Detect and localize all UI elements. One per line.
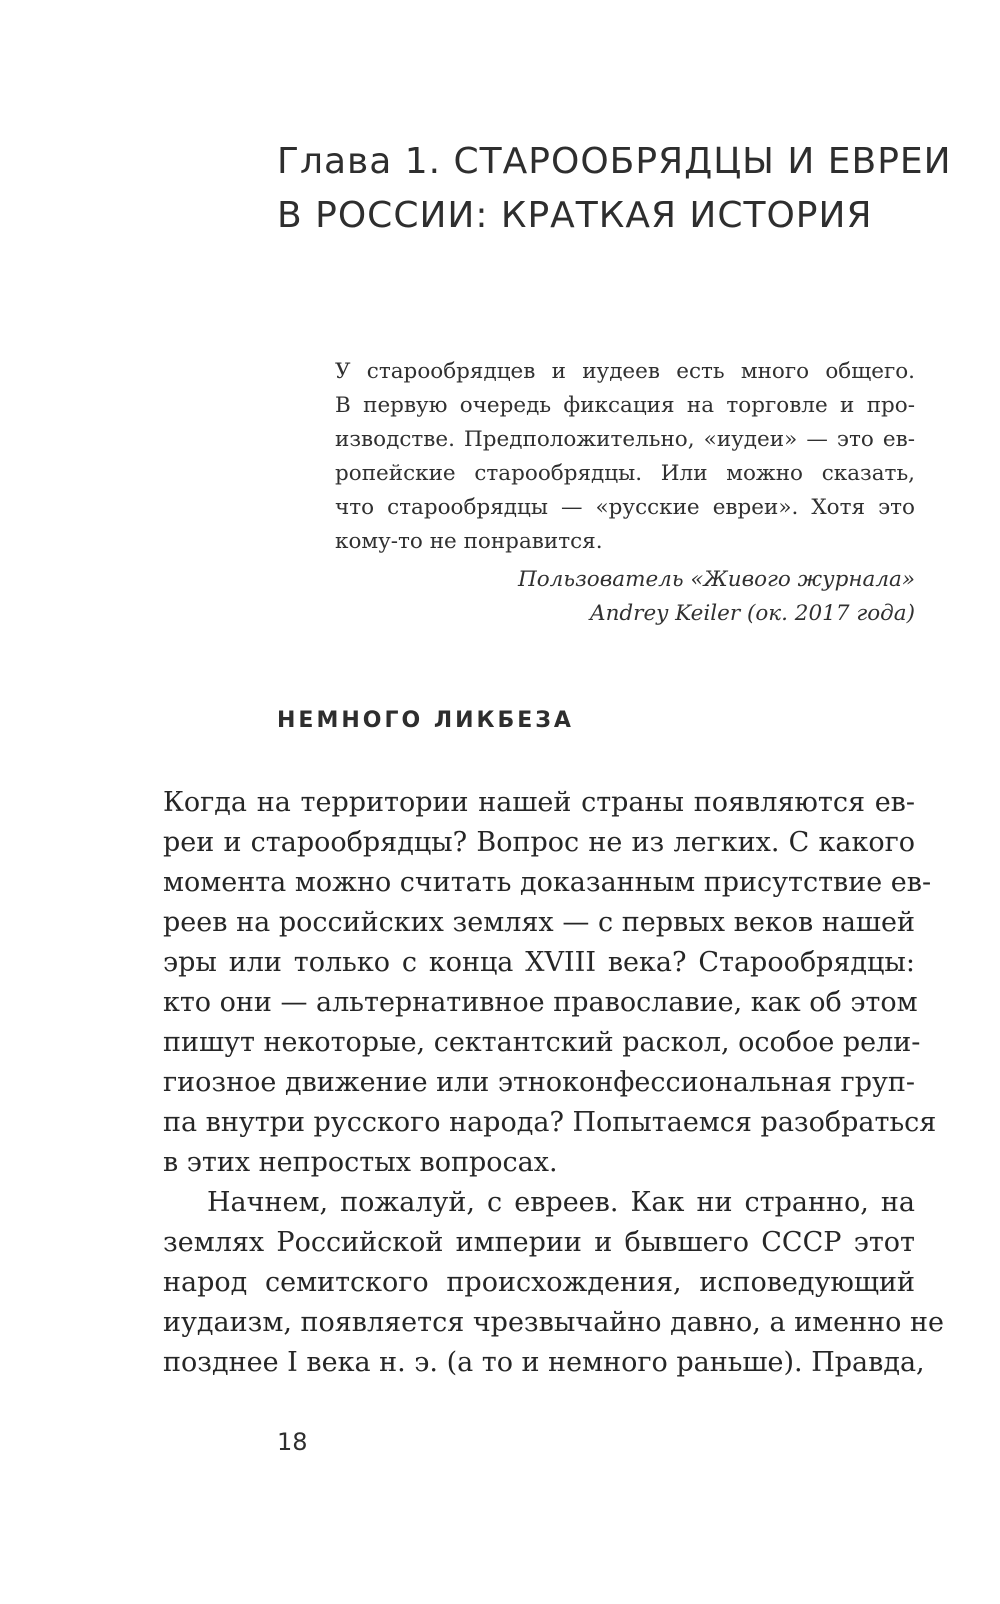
page-number: 18	[277, 1428, 308, 1456]
body-line: па внутри русского народа? Попытаемся разобраться	[163, 1107, 937, 1138]
body-line: пишут некоторые, сектантский раскол, особое рели-	[163, 1027, 921, 1058]
body-line: реи и старообрядцы? Вопрос не из легких. С какого	[163, 827, 915, 858]
epigraph-attribution	[335, 563, 915, 631]
epigraph-line: изводстве. Предположительно, «иудеи» — это ев-	[335, 427, 915, 452]
body-line: иудаизм, появляется чрезвычайно давно, а именно не	[163, 1307, 944, 1338]
epigraph-line: У старообрядцев и иудеев есть много общего.	[335, 359, 915, 384]
body-line: землях Российской империи и бывшего СССР этот	[163, 1227, 915, 1258]
body-line: позднее I века н. э. (а то и немного раньше). Правда,	[163, 1347, 925, 1378]
body-line: реев на российских землях — с первых веков нашей	[163, 907, 915, 938]
epigraph-line: В первую очередь фиксация на торговле и про-	[335, 393, 915, 418]
epigraph-line: кому-то не понравится.	[335, 529, 603, 554]
body-line: народ семитского происхождения, исповедующий	[163, 1267, 915, 1298]
paragraph	[163, 1183, 944, 1383]
epigraph	[335, 355, 915, 559]
epigraph-line: что старообрядцы — «русские евреи». Хотя это	[335, 495, 915, 520]
attribution-line: Пользователь «Живого журнала»	[517, 567, 915, 592]
paragraph	[163, 783, 937, 1183]
chapter-title-line: Глава 1. СТАРООБРЯДЦЫ И ЕВРЕИ	[277, 141, 952, 182]
chapter-title-line: В РОССИИ: КРАТКАЯ ИСТОРИЯ	[277, 195, 873, 236]
attribution-line: Andrey Keiler (ок. 2017 года)	[590, 601, 915, 626]
body-line: момента можно считать доказанным присутствие ев-	[163, 867, 932, 898]
body-line: Начнем, пожалуй, с евреев. Как ни странно, на	[207, 1187, 915, 1218]
epigraph-line: ропейские старообрядцы. Или можно сказать,	[335, 461, 915, 486]
chapter-title	[277, 135, 957, 243]
section-heading: НЕМНОГО ЛИКБЕЗА	[277, 708, 574, 733]
body-line: Когда на территории нашей страны появляются ев-	[163, 787, 915, 818]
body-line: в этих непростых вопросах.	[163, 1147, 558, 1178]
body-text	[163, 783, 944, 1383]
body-line: гиозное движение или этноконфессиональная груп-	[163, 1067, 915, 1098]
body-line: кто они — альтернативное православие, как об этом	[163, 987, 918, 1018]
body-line: эры или только с конца XVIII века? Старообрядцы:	[163, 947, 915, 978]
